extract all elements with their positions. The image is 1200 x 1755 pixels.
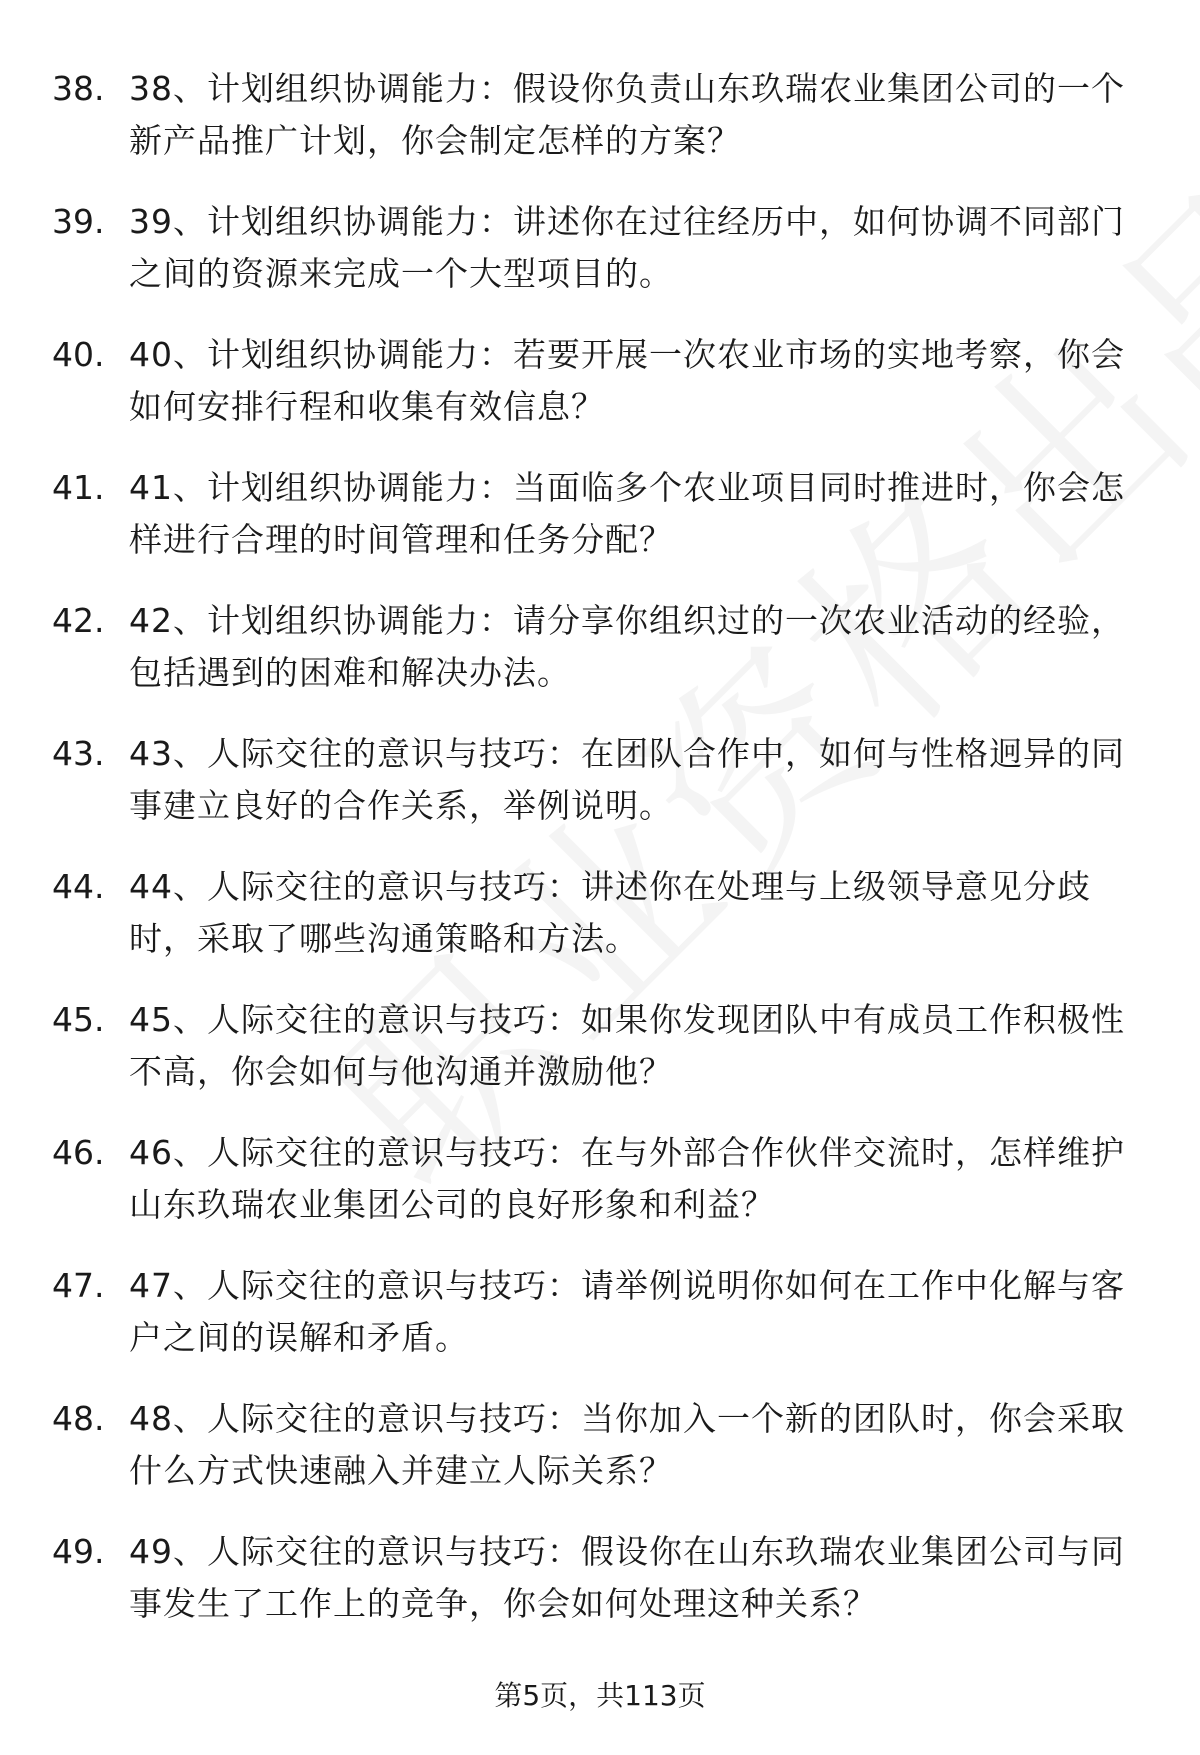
question-list [0, 63, 1200, 1659]
question-text: 46、人际交往的意识与技巧：在与外部合作伙伴交流时，怎样维护山东玖瑞农业集团公司的良好形象和利益？ [129, 1133, 1125, 1224]
question-text: 49、人际交往的意识与技巧：假设你在山东玖瑞农业集团公司与同事发生了工作上的竞争，你会如何处理这种关系？ [129, 1532, 1125, 1623]
question-number: 40. [52, 335, 105, 374]
question-text: 47、人际交往的意识与技巧：请举例说明你如何在工作中化解与客户之间的误解和矛盾。 [129, 1266, 1125, 1357]
question-text: 43、人际交往的意识与技巧：在团队合作中，如何与性格迥异的同事建立良好的合作关系，举例说明。 [129, 734, 1125, 825]
question-number: 46. [52, 1133, 105, 1172]
question-item [0, 728, 1200, 861]
question-item [0, 196, 1200, 329]
page-number: 第5页，共113页 [494, 1679, 706, 1712]
question-text: 40、计划组织协调能力：若要开展一次农业市场的实地考察，你会如何安排行程和收集有效信息？ [129, 335, 1125, 426]
question-item [0, 63, 1200, 196]
question-number: 47. [52, 1266, 105, 1305]
question-number: 38. [52, 69, 105, 108]
question-text: 39、计划组织协调能力：讲述你在过往经历中，如何协调不同部门之间的资源来完成一个大型项目的。 [129, 202, 1125, 293]
question-text: 41、计划组织协调能力：当面临多个农业项目同时推进时，你会怎样进行合理的时间管理和任务分配？ [129, 468, 1125, 559]
question-number: 48. [52, 1399, 105, 1438]
question-number: 39. [52, 202, 105, 241]
question-item [0, 595, 1200, 728]
question-number: 49. [52, 1532, 105, 1571]
question-text: 38、计划组织协调能力：假设你负责山东玖瑞农业集团公司的一个新产品推广计划，你会制定怎样的方案？ [129, 69, 1125, 160]
question-number: 44. [52, 867, 105, 906]
question-item [0, 861, 1200, 994]
question-number: 42. [52, 601, 105, 640]
question-number: 43. [52, 734, 105, 773]
question-item [0, 1393, 1200, 1526]
question-text: 48、人际交往的意识与技巧：当你加入一个新的团队时，你会采取什么方式快速融入并建立人际关系？ [129, 1399, 1125, 1490]
question-text: 45、人际交往的意识与技巧：如果你发现团队中有成员工作积极性不高，你会如何与他沟通并激励他？ [129, 1000, 1125, 1091]
question-text: 44、人际交往的意识与技巧：讲述你在处理与上级领导意见分歧时，采取了哪些沟通策略和方法。 [129, 867, 1091, 958]
question-item [0, 1260, 1200, 1393]
question-item [0, 1526, 1200, 1659]
question-number: 41. [52, 468, 105, 507]
question-number: 45. [52, 1000, 105, 1039]
question-item [0, 1127, 1200, 1260]
question-text: 42、计划组织协调能力：请分享你组织过的一次农业活动的经验，包括遇到的困难和解决办法。 [129, 601, 1125, 692]
question-item [0, 329, 1200, 462]
question-item [0, 462, 1200, 595]
question-item [0, 994, 1200, 1127]
